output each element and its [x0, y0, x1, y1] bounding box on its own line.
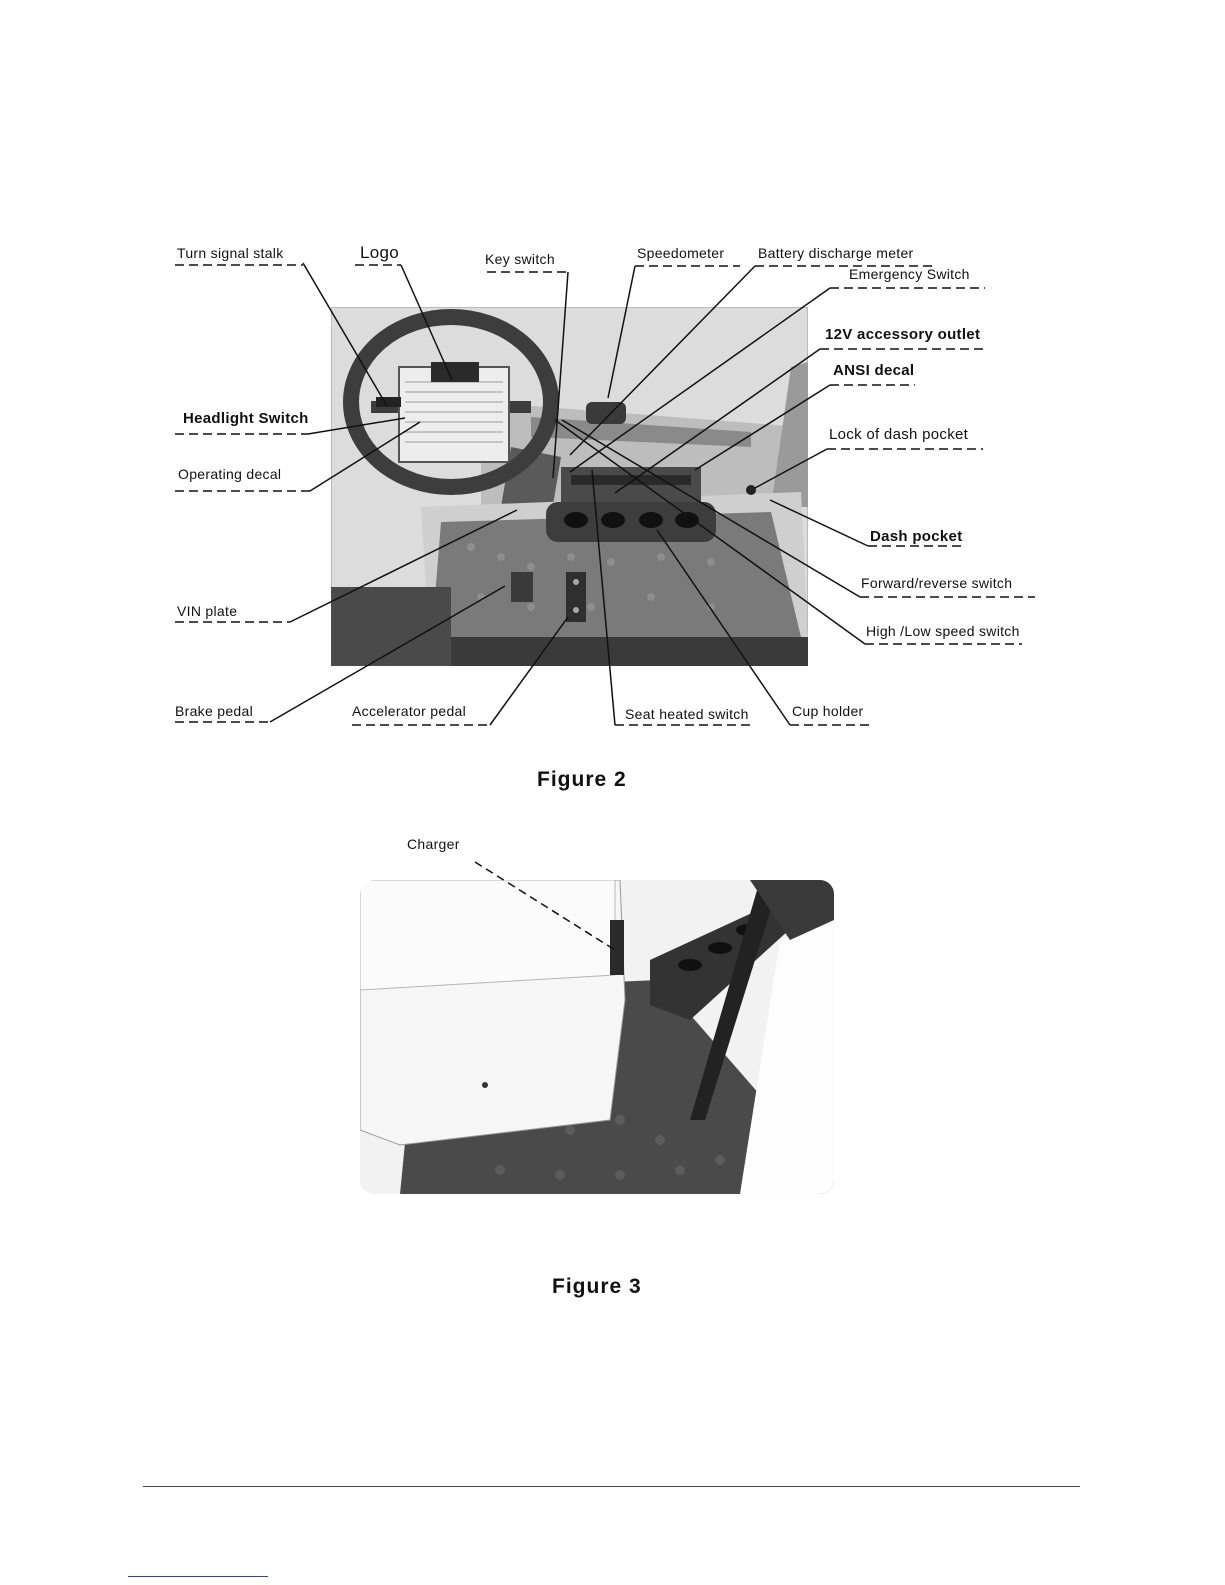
figure-2-caption: Figure 2 [537, 768, 627, 791]
label-12v-accessory-outlet: 12V accessory outlet [825, 326, 981, 343]
label-turn-signal-stalk: Turn signal stalk [177, 245, 284, 261]
label-ansi-decal: ANSI decal [833, 362, 915, 379]
leader-charger [475, 862, 615, 950]
label-lock-of-dash-pocket: Lock of dash pocket [829, 426, 969, 443]
figure-3-caption: Figure 3 [552, 1275, 642, 1298]
label-dash-pocket: Dash pocket [870, 528, 963, 545]
label-forward-reverse-switch: Forward/reverse switch [861, 575, 1013, 591]
label-charger: Charger [407, 836, 460, 852]
label-speedometer: Speedometer [637, 245, 725, 261]
label-brake-pedal: Brake pedal [175, 703, 254, 719]
label-logo: Logo [360, 243, 400, 262]
label-cup-holder: Cup holder [792, 703, 864, 719]
label-headlight-switch: Headlight Switch [183, 410, 309, 427]
footer-link-underline[interactable] [128, 1576, 268, 1577]
label-seat-heated-switch: Seat heated switch [625, 706, 749, 722]
label-high-low-speed-switch: High /Low speed switch [866, 623, 1020, 639]
label-accelerator-pedal: Accelerator pedal [352, 703, 467, 719]
label-key-switch: Key switch [485, 251, 555, 267]
label-battery-discharge-meter: Battery discharge meter [758, 245, 914, 261]
footer-rule [143, 1486, 1080, 1487]
label-vin-plate: VIN plate [177, 603, 238, 619]
label-emergency-switch: Emergency Switch [849, 266, 970, 282]
label-operating-decal: Operating decal [178, 466, 282, 482]
